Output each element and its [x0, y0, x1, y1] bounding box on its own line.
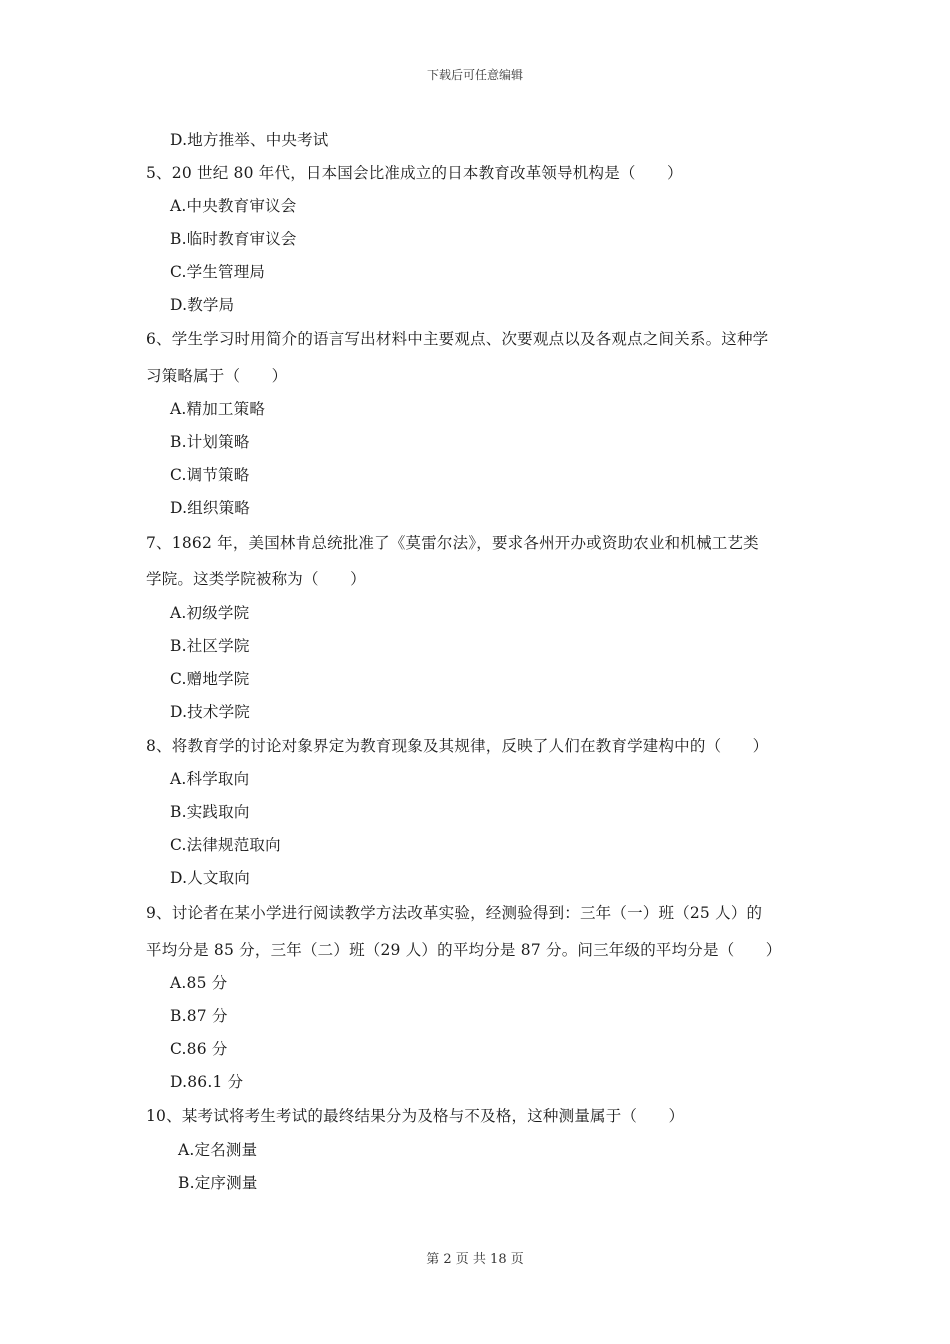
question-8: 8、将教育学的讨论对象界定为教育现象及其规律，反映了人们在教育学建构中的（ ） [146, 737, 769, 755]
question-7-line1: 7、1862 年，美国林肯总统批准了《莫雷尔法》，要求各州开办或资助农业和机械工艺类 [146, 534, 759, 552]
option-9b: B.87 分 [170, 1007, 228, 1025]
option-6a: A.精加工策略 [170, 400, 266, 418]
option-5c: C.学生管理局 [170, 263, 266, 281]
option-9a: A.85 分 [170, 974, 228, 992]
question-9-line2: 平均分是 85 分，三年（二）班（29 人）的平均分是 87 分。问三年级的平均分是（ ） [146, 941, 782, 959]
option-5b: B.临时教育审议会 [170, 230, 297, 248]
option-7b: B.社区学院 [170, 637, 250, 655]
option-7d: D.技术学院 [170, 703, 251, 721]
question-6-line1: 6、学生学习时用简介的语言写出材料中主要观点、次要观点以及各观点之间关系。这种学 [146, 330, 769, 348]
question-6-line2: 习策略属于（ ） [146, 367, 288, 385]
option-5d: D.教学局 [170, 296, 235, 314]
question-9-line1: 9、讨论者在某小学进行阅读教学方法改革实验，经测验得到：三年（一）班（25 人）的 [146, 904, 763, 922]
option-8a: A.科学取向 [170, 770, 250, 788]
option-6b: B.计划策略 [170, 433, 250, 451]
question-10: 10、某考试将考生考试的最终结果分为及格与不及格，这种测量属于（ ） [146, 1107, 685, 1125]
question-7-line2: 学院。这类学院被称为（ ） [146, 570, 366, 588]
option-9c: C.86 分 [170, 1040, 228, 1058]
option-6c: C.调节策略 [170, 466, 250, 484]
page-footer: 第 2 页 共 18 页 [426, 1252, 524, 1267]
option-8d: D.人文取向 [170, 869, 251, 887]
option-10b: B.定序测量 [178, 1174, 258, 1192]
option-7a: A.初级学院 [170, 604, 250, 622]
option-4d: D.地方推举、中央考试 [170, 131, 329, 149]
option-10a: A.定名测量 [178, 1141, 258, 1159]
option-6d: D.组织策略 [170, 499, 251, 517]
option-9d: D.86.1 分 [170, 1073, 244, 1091]
option-5a: A.中央教育审议会 [170, 197, 297, 215]
page-header: 下载后可任意编辑 [426, 68, 523, 82]
option-8b: B.实践取向 [170, 803, 250, 821]
question-5: 5、20 世纪 80 年代，日本国会比准成立的日本教育改革领导机构是（ ） [146, 164, 683, 182]
option-7c: C.赠地学院 [170, 670, 250, 688]
option-8c: C.法律规范取向 [170, 836, 281, 854]
